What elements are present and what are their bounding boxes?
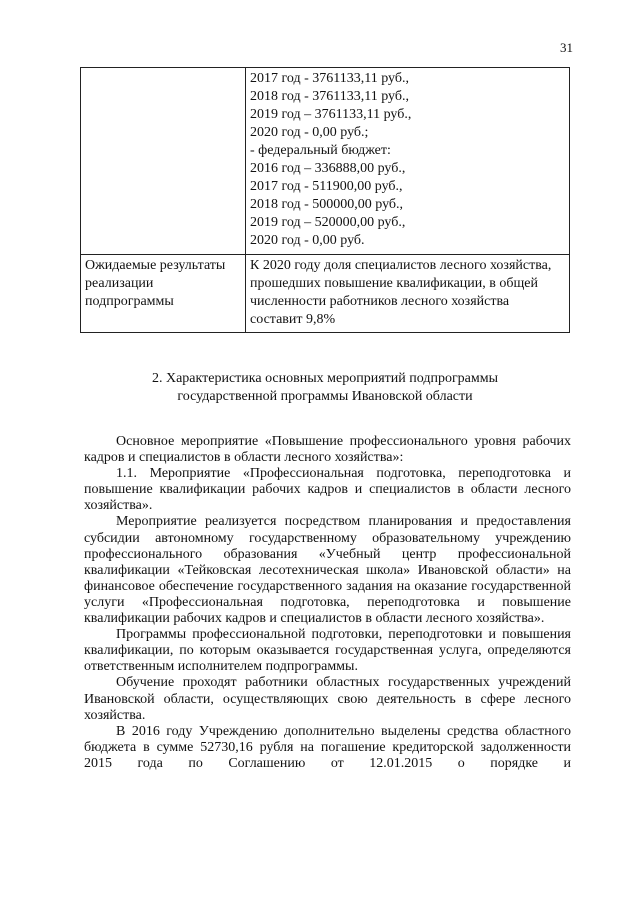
funding-line: 2017 год - 3761133,11 руб., — [250, 71, 409, 86]
expected-results-label: Ожидаемые результаты реализации подпрограммы — [81, 255, 246, 333]
funding-line: 2020 год - 0,00 руб.; — [250, 125, 369, 140]
paragraph: Основное мероприятие «Повышение профессионального уровня рабочих кадров и специалистов в области лесного хозяйства»: — [84, 434, 571, 466]
funding-line: 2016 год – 336888,00 руб., — [250, 161, 406, 176]
section-title — [80, 370, 570, 406]
body-text — [84, 434, 571, 772]
funding-line: 2019 год – 520000,00 руб., — [250, 215, 406, 230]
funding-line: 2017 год - 511900,00 руб., — [250, 179, 403, 194]
paragraph: Обучение проходят работники областных государственных учреждений Ивановской области, осуществляющих свою деятельность в сфере лесного хозяйства. — [84, 675, 571, 723]
funding-line: 2018 год - 500000,00 руб., — [250, 197, 404, 212]
funding-line: 2019 год – 3761133,11 руб., — [250, 107, 412, 122]
expected-results-text: К 2020 году доля специалистов лесного хозяйства, прошедших повышение квалификации, в общей численности работников лесного хозяйства составит 9,8% — [246, 255, 570, 333]
page-number: 31 — [560, 40, 573, 55]
funding-line: 2018 год - 3761133,11 руб., — [250, 89, 409, 104]
section-title-line: государственной программы Ивановской области — [177, 389, 473, 404]
table-cell-left — [81, 68, 246, 255]
paragraph: В 2016 году Учреждению дополнительно выделены средства областного бюджета в сумме 52730,16 рубля на погашение кредиторской задолженности 2015 года по Соглашению от 12.01.2015 о порядке и — [84, 723, 571, 771]
paragraph: 1.1. Мероприятие «Профессиональная подготовка, переподготовка и повышение квалификации рабочих кадров и специалистов в области лесного хозяйства». — [84, 466, 571, 514]
paragraph: Мероприятие реализуется посредством планирования и предоставления субсидии автономному государственному образовательному учреждению профессионального образования «Учебный центр профессиональной квалификации «Тейковская лесотехническая школа» Ивановской области» на финансовое обеспечение государственного задания на оказание государственной услуги «Профессиональная подготовка, переподготовка и повышение квалификации рабочих кадров и специалистов в области лесного хозяйства». — [84, 514, 571, 627]
subprogram-passport-table — [80, 67, 570, 333]
funding-line: 2020 год - 0,00 руб. — [250, 233, 365, 248]
funding-line: - федеральный бюджет: — [250, 143, 391, 158]
funding-cell — [246, 68, 570, 255]
paragraph: Программы профессиональной подготовки, переподготовки и повышения квалификации, по которым оказывается государственная услуга, определяются ответственным исполнителем подпрограммы. — [84, 627, 571, 675]
table-row — [81, 68, 570, 255]
section-title-line: 2. Характеристика основных мероприятий подпрограммы — [151, 371, 499, 386]
table-row — [81, 255, 570, 333]
